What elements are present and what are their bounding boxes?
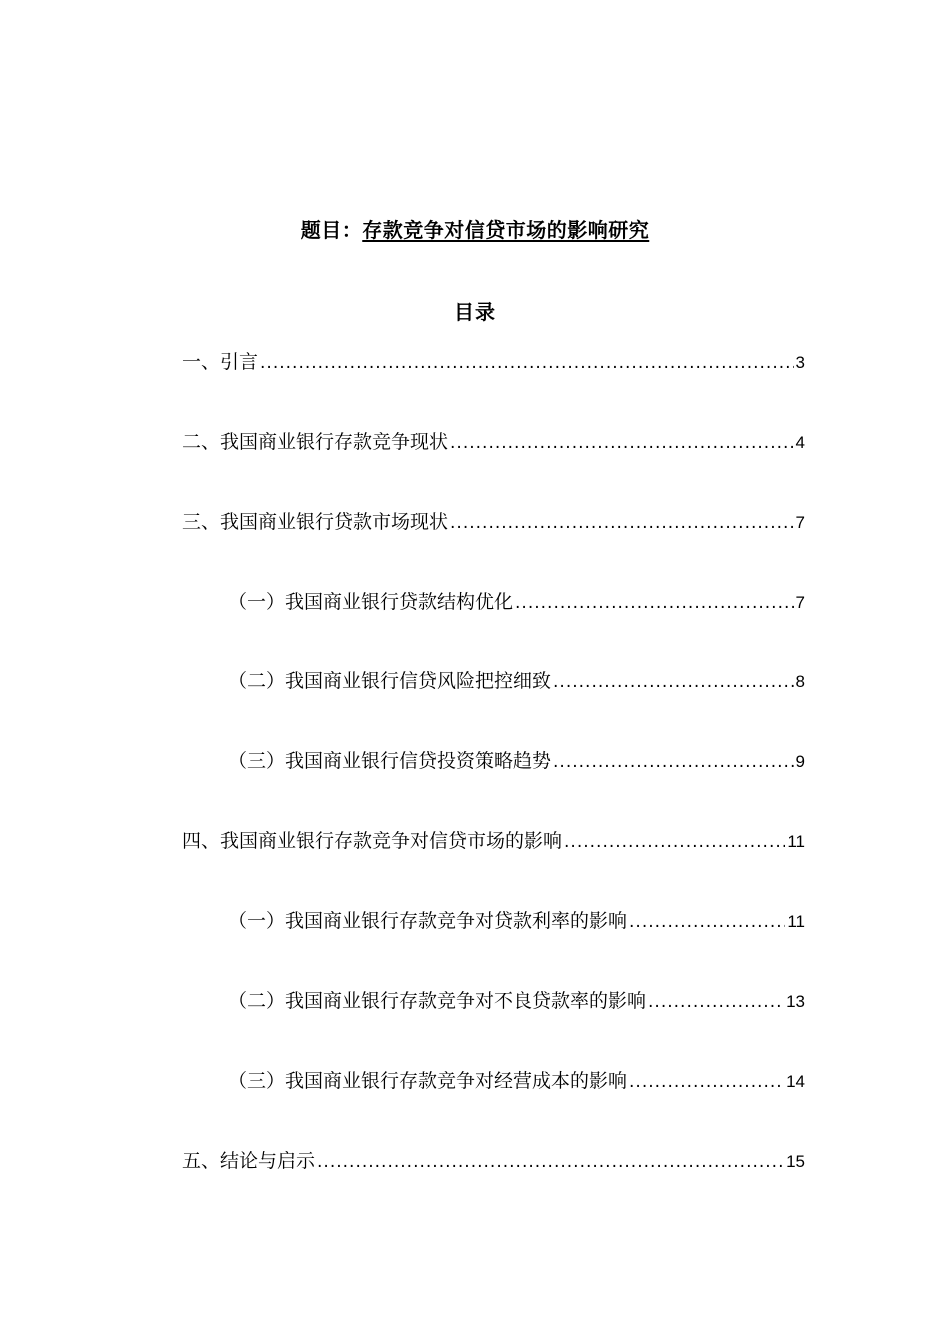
toc-entry-text: 三、我国商业银行贷款市场现状 [182,511,449,533]
toc-entry-credit-risk[interactable] [228,668,805,695]
toc-entry-text: 二、我国商业银行存款竞争现状 [182,431,449,453]
toc-entry-text: 五、结论与启示 [182,1150,316,1172]
toc-page-number: 7 [795,593,805,612]
toc-entry-text: 四、我国商业银行存款竞争对信贷市场的影响 [182,830,563,852]
toc-entry-loan-market-status[interactable] [182,509,805,536]
toc-dot-leader [564,829,785,855]
toc-entry-text: （二）我国商业银行信贷风险把控细致 [228,670,552,692]
toc-entry-text: （一）我国商业银行贷款结构优化 [228,591,514,613]
toc-dot-leader [629,909,785,935]
toc-entry-deposit-competition-status[interactable] [182,429,805,456]
toc-dot-leader [648,989,784,1015]
toc-dot-leader [553,749,794,775]
toc-entry-text: （二）我国商业银行存款竞争对不良贷款率的影响 [228,990,647,1012]
toc-page-number: 8 [795,672,805,691]
toc-entry-impact-on-loan-rates[interactable] [228,908,805,935]
toc-entry-text: （一）我国商业银行存款竞争对贷款利率的影响 [228,910,628,932]
toc-dot-leader [450,510,794,536]
toc-page-number: 11 [787,832,805,851]
toc-entry-impact-on-credit-market[interactable] [182,828,805,855]
toc-page-number: 3 [795,353,805,372]
toc-page-number: 7 [795,513,805,532]
toc-page-number: 13 [786,992,805,1011]
toc-page-number: 9 [795,752,805,771]
toc-heading: 目录 [454,300,496,324]
toc-page-number: 15 [786,1152,805,1171]
toc-dot-leader [450,430,794,456]
toc-page-number: 14 [786,1072,805,1091]
toc-entry-text: （三）我国商业银行信贷投资策略趋势 [228,750,552,772]
toc-dot-leader [553,669,794,695]
title-subject: 存款竞争对信贷市场的影响研究 [362,218,650,242]
document-title [0,214,950,243]
toc-dot-leader [629,1069,784,1095]
title-prefix: 题目： [300,218,363,242]
toc-page-number: 4 [795,433,805,452]
toc-entry-introduction[interactable] [182,349,805,376]
toc-entry-text: （三）我国商业银行存款竞争对经营成本的影响 [228,1070,628,1092]
toc-entry-credit-investment-strategy[interactable] [228,748,805,775]
toc-dot-leader [317,1149,784,1175]
toc-page-number: 11 [787,912,805,931]
toc-entry-impact-on-operating-costs[interactable] [228,1068,805,1095]
toc-dot-leader [515,590,794,616]
toc-dot-leader [260,350,794,376]
toc-entry-loan-structure[interactable] [228,589,805,616]
toc-entry-text: 一、引言 [182,351,259,373]
toc-entry-conclusion[interactable] [182,1148,805,1175]
toc-entry-impact-on-npl-ratio[interactable] [228,988,805,1015]
